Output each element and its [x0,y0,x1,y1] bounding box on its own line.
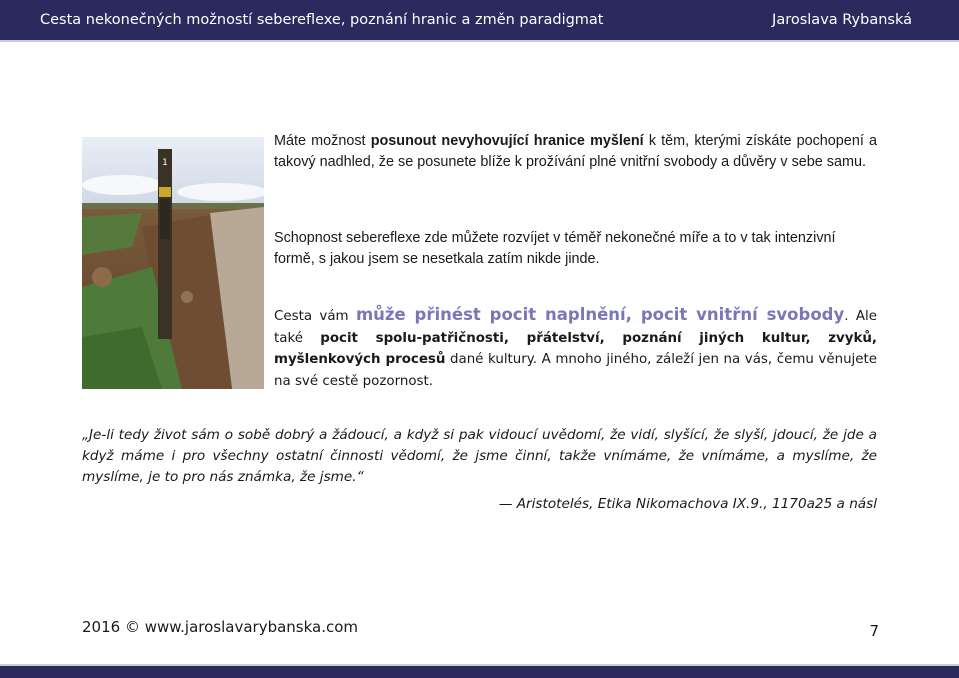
p3-bold: pocit spolu-patřičnosti, přátelství, poznání jiných kultur, zvyků, myšlenkových procesů [274,330,877,367]
p1-text-1: Máte možnost [274,133,371,149]
aristotle-quote: „Je-li tedy život sám o sobě dobrý a žádoucí, a když si pak vidoucí uvědomí, že vidí, slyšící, že slyší, jdoucí, že jde a když máme i pro všechny ostatní činnosti vědomí, že jsme činní, takže vnímáme, že vnímáme, a myslíme, že myslíme, je to pro nás známka, že jsme.“ [82,427,877,485]
quote-attribution: — Aristotelés, Etika Nikomachova IX.9., 1170a25 a násl [498,496,877,512]
header-author: Jaroslava Rybanská [772,12,912,28]
paragraph-1 [274,131,877,172]
p1-bold: posunout nevyhovující hranice myšlení [370,133,644,149]
camino-marker-photo [82,137,264,389]
marker-number: 1 [162,158,168,168]
p3-text-3: dané kultury. A mnoho jiného, záleží jen na vás, čemu věnujete na své cestě pozornost. [274,352,877,389]
header-divider [0,40,959,42]
footer-copyright-link[interactable]: 2016 © www.jaroslavarybanska.com [82,618,359,636]
p3-text-1: Cesta vám [274,309,356,324]
page-number: 7 [869,622,879,640]
p1-text-2: k těm, kterými získáte pochopení a takový nadhled, že se posunete blíže k prožívání plné vnitřní svobody a důvěry v sebe samu. [274,133,877,170]
p3-text-2: . Ale také [274,309,877,346]
header-title: Cesta nekonečných možností sebereflexe, poznání hranic a změn paradigmat [40,12,604,28]
paragraph-2: Schopnost sebereflexe zde můžete rozvíjet v téměř nekonečné míře a to v tak intenzivní formě, s jakou jsem se nesetkala zatím nikde jinde. [274,230,836,267]
footer-bar [0,666,959,678]
page-header [0,0,959,40]
p3-highlight: může přinést pocit naplnění, pocit vnitřní svobody [355,305,845,324]
paragraph-3 [274,304,877,392]
